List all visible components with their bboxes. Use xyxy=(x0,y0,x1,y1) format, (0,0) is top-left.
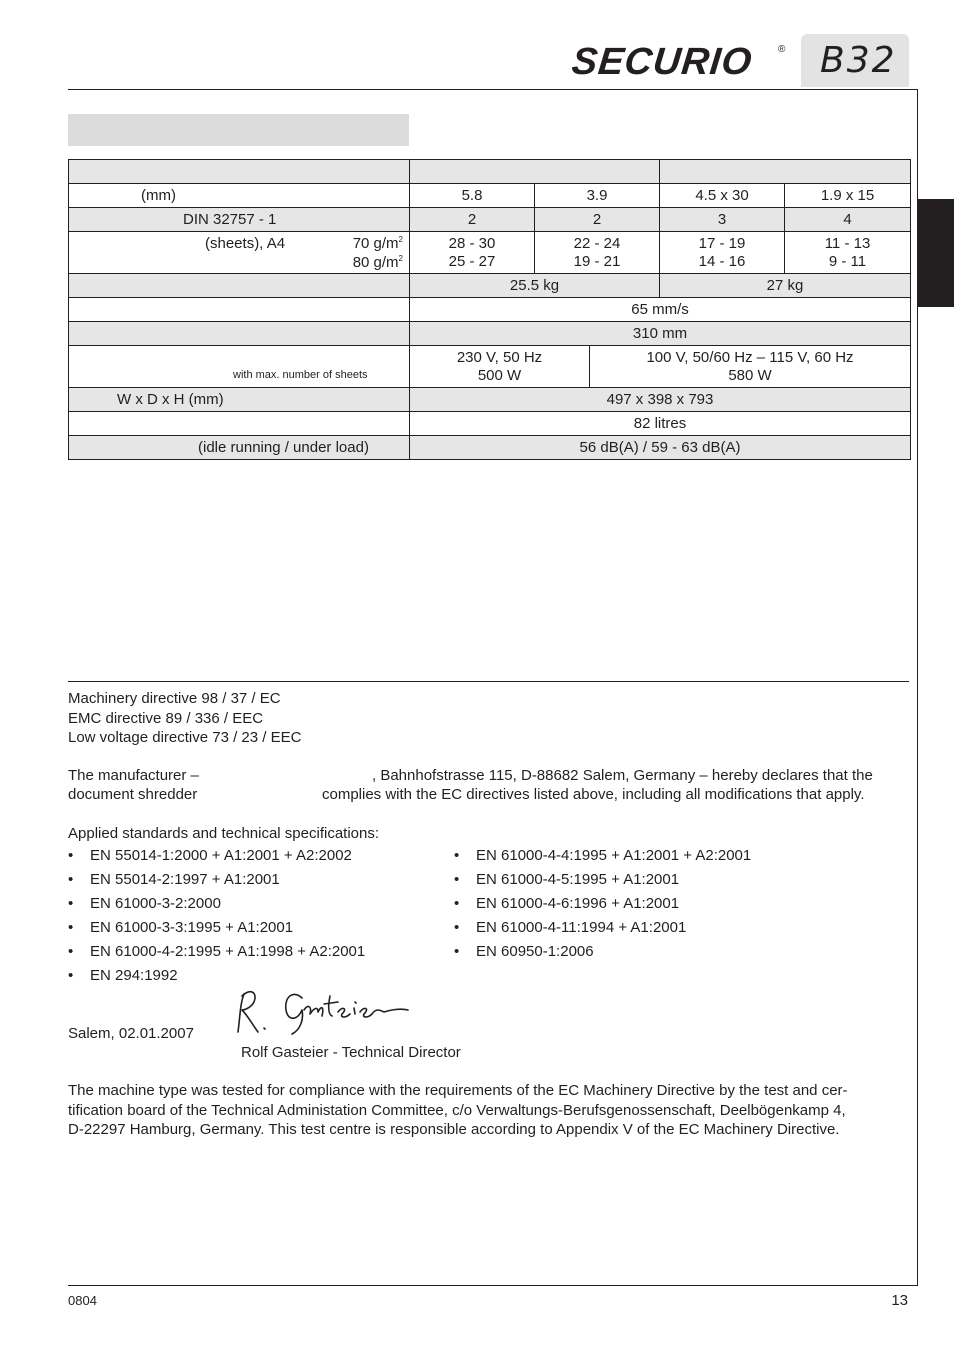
row-label xyxy=(69,412,410,436)
directive-item: Low voltage directive 73 / 23 / EEC xyxy=(68,729,302,746)
table-row xyxy=(69,232,911,274)
directive-list xyxy=(68,689,301,748)
test-note-line: tification board of the Technical Administation Committee, c/o Verwaltungs-Berufsgenossenschaft, Deelbögenkamp 4, xyxy=(68,1101,846,1119)
list-item: • EN 61000-3-3:1995 + A1:2001 xyxy=(68,919,294,936)
test-note-line: D-22297 Hamburg, Germany. This test centre is responsible according to Appendix V of the EC Machinery Directive. xyxy=(68,1121,840,1138)
list-item: • EN 294:1992 xyxy=(68,967,178,984)
table-cell: 27 kg xyxy=(660,274,911,298)
brand-logo: SECURIO xyxy=(569,41,755,83)
list-item: • EN 61000-4-4:1995 + A1:2001 + A2:2001 xyxy=(454,847,752,864)
list-item: • EN 61000-4-2:1995 + A1:1998 + A2:2001 xyxy=(68,943,366,960)
standards-list-right xyxy=(454,844,751,964)
table-cell: 65 mm/s xyxy=(410,298,911,322)
list-item: • EN 55014-1:2000 + A1:2001 + A2:2002 xyxy=(68,847,352,864)
table-cell: 2 xyxy=(410,208,535,232)
table-row xyxy=(69,184,911,208)
table-cell: 22 - 24 19 - 21 xyxy=(535,232,660,274)
table-row xyxy=(69,436,911,460)
table-cell: 1.9 x 15 xyxy=(785,184,911,208)
table-cell: 4.5 x 30 xyxy=(660,184,785,208)
table-cell: 17 - 19 14 - 16 xyxy=(660,232,785,274)
row-label: DIN 32757 - 1 xyxy=(69,208,410,232)
table-row xyxy=(69,274,911,298)
signature-image xyxy=(234,986,414,1040)
model-name: B32 xyxy=(820,40,897,81)
list-item: • EN 61000-3-2:2000 xyxy=(68,895,221,912)
document-code: 0804 xyxy=(68,1293,97,1308)
row-label: (sheets), A4 70 $g/m^2$ 80 $g/m^2$ xyxy=(69,232,410,274)
row-label xyxy=(69,274,410,298)
place-date: Salem, 02.01.2007 xyxy=(68,1025,194,1042)
declaration-line1-start: The manufacturer – xyxy=(68,767,199,784)
list-item: • EN 61000-4-11:1994 + A1:2001 xyxy=(454,919,687,936)
list-item: • EN 61000-4-6:1996 + A1:2001 xyxy=(454,895,680,912)
table-cell: 11 - 13 9 - 11 xyxy=(785,232,911,274)
table-row xyxy=(69,298,911,322)
section-title-bar xyxy=(68,114,409,146)
paper-weight-label: 80 g/m xyxy=(352,254,399,271)
table-header-cell xyxy=(410,160,660,184)
table-row xyxy=(69,346,911,388)
table-header-row xyxy=(69,160,911,184)
list-item: • EN 55014-2:1997 + A1:2001 xyxy=(68,871,280,888)
table-row xyxy=(69,322,911,346)
table-cell: 28 - 30 25 - 27 xyxy=(410,232,535,274)
table-cell: 3.9 xyxy=(535,184,660,208)
table-cell: 100 V, 50/60 Hz – 115 V, 60 Hz 580 W xyxy=(646,348,854,384)
table-cell: 56 dB(A) / 59 - 63 dB(A) xyxy=(410,436,911,460)
table-row xyxy=(69,412,911,436)
table-cell: 82 litres xyxy=(410,412,911,436)
directive-item: EMC directive 89 / 336 / EEC xyxy=(68,709,264,727)
table-cell: 4 xyxy=(785,208,911,232)
row-label: with max. number of sheets xyxy=(69,346,410,388)
row-label xyxy=(69,322,410,346)
declaration-line2-end: complies with the EC directives listed above, including all modifications that apply. xyxy=(322,786,865,803)
table-cell: 497 x 398 x 793 xyxy=(410,388,911,412)
footer-rule xyxy=(68,1285,918,1286)
row-label xyxy=(69,298,410,322)
page-number: 13 xyxy=(891,1292,908,1309)
table-cell: 2 xyxy=(535,208,660,232)
table-header-label xyxy=(69,160,410,184)
table-cell: 310 mm xyxy=(410,322,911,346)
standards-list-left xyxy=(68,844,365,988)
test-note-line: The machine type was tested for compliance with the requirements of the EC Machinery Directive by the test and cer- xyxy=(68,1082,848,1099)
power-cells xyxy=(410,346,911,388)
header-rule xyxy=(68,89,918,90)
table-row xyxy=(69,208,911,232)
section-rule xyxy=(68,681,909,682)
table-cell: 3 xyxy=(660,208,785,232)
paper-weight-label: 70 g/m xyxy=(352,235,399,252)
row-label: W x D x H (mm) xyxy=(69,388,410,412)
technical-data-table xyxy=(68,159,911,460)
table-cell: 5.8 xyxy=(410,184,535,208)
list-item: • EN 60950-1:2006 xyxy=(454,943,594,960)
table-header-cell xyxy=(660,160,911,184)
test-note xyxy=(68,1081,848,1140)
table-cell: 25.5 kg xyxy=(410,274,660,298)
standards-heading: Applied standards and technical specifications: xyxy=(68,825,380,842)
table-row xyxy=(69,388,911,412)
directive-item: Machinery directive 98 / 37 / EC xyxy=(68,690,281,707)
registered-mark: ® xyxy=(778,44,786,55)
section-side-tab xyxy=(918,199,954,307)
row-label: (idle running / under load) xyxy=(69,436,410,460)
table-cell: 230 V, 50 Hz 500 W xyxy=(410,346,590,387)
list-item: • EN 61000-4-5:1995 + A1:2001 xyxy=(454,871,680,888)
declaration-line1-end: , Bahnhofstrasse 115, D-88682 Salem, Germany – hereby declares that the xyxy=(372,767,873,784)
declaration-line2-start: document shredder xyxy=(68,786,198,803)
signatory-name: Rolf Gasteier - Technical Director xyxy=(241,1044,461,1061)
row-label: (mm) xyxy=(69,184,410,208)
